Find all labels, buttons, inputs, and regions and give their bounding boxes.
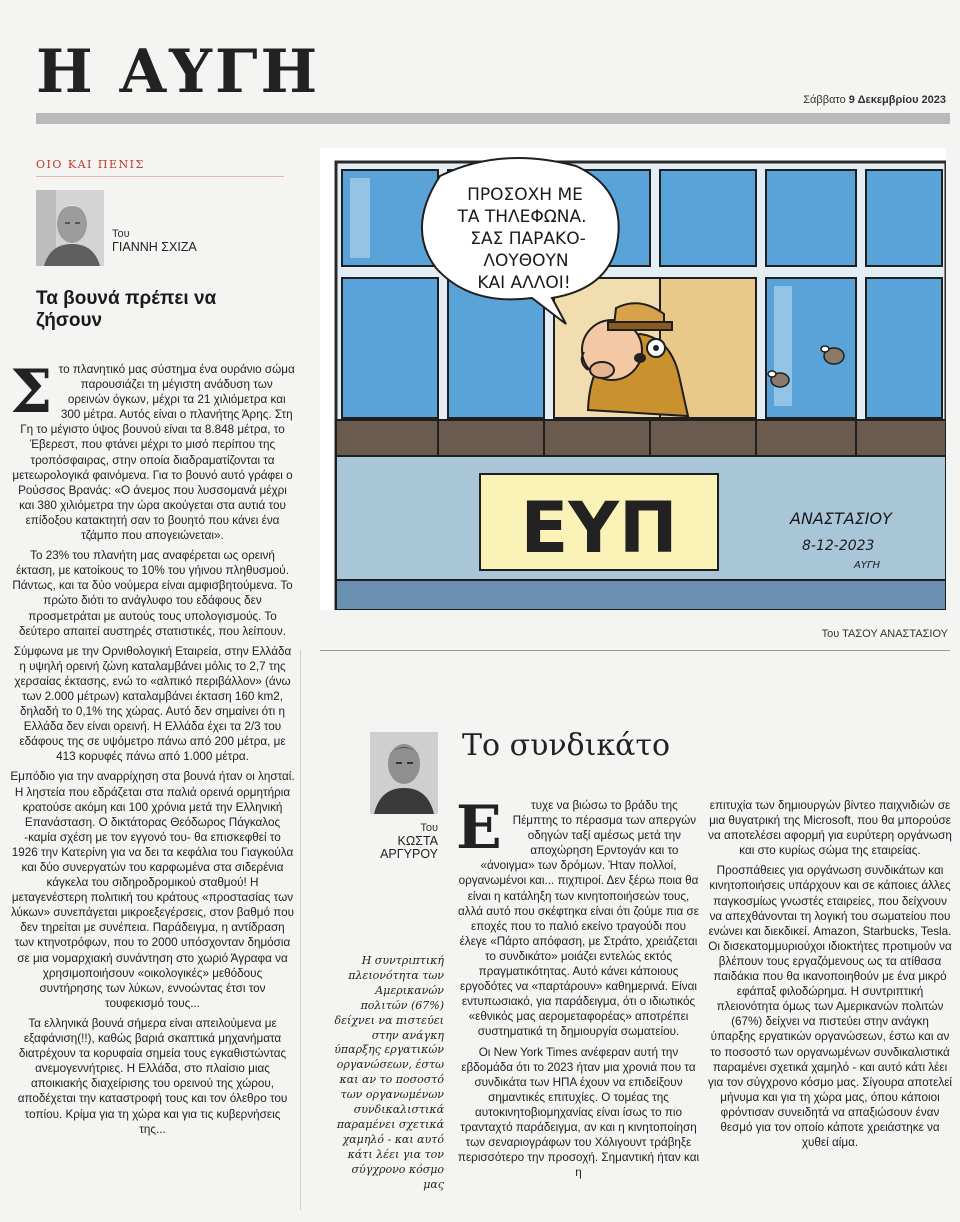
speech-line: ΤΑ ΤΗΛΕΦΩΝΑ. <box>457 207 587 227</box>
cartoonist-signature: ΑΝΑΣΤΑΣΙΟΥ <box>790 509 892 528</box>
article-paragraph: Εμπόδιο για την αναρρίχηση στα βουνά ήταν οι λησταί. Η ληστεία που εδράζεται στα παλιά ορεινά ορμητήρια κρατούσε ακόμη και 100 χρόνια μετά την Ελληνική Επανάσταση. Ο δικτάτορας Θεόδωρος Πάγκαλος -καμία σχέση με τον εγγονό του- θα επισκεφθεί το 1926 την Κατερίνη για να δει τα κεφάλια του Γιαγκούλα και δύο συνεργατών του καρφωμένα στα σιδερένια κάγκελα του σιδηροδρομικού σταθμού! Η μεταγενέστερη πολιτική του κράτους «προστασίας των λύκων» συνεπάγεται μικροεξεγέρσεις, στον βαθμό που δεν τηρείται με συνέπεια. Παράδειγμα, η αντίδραση των κτηνοτρόφων, που το 2000 υπόσχονταν δημόσια σε μια νομαρχιακή συνάντηση στο χωριό Άγραφα να χρησιμοποιήσουν «οικολογικές» μεθόδους συντήρησης των λύκων, εννοώντας έτσι τον τουφεκισμό τους... <box>10 770 295 1010</box>
credit-name: ΤΑΣΟΥ ΑΝΑΣΤΑΣΙΟΥ <box>842 628 948 640</box>
credit-prefix: Του <box>821 628 840 640</box>
portrait-illustration <box>370 732 438 814</box>
speech-line: ΠΡΟΣΟΧΗ ΜΕ <box>467 185 583 205</box>
article-paragraph: επιτυχία των δημιουργών βίντεο παιχνιδιών σε μια θυγατρική της Microsoft, που θα μπορούσε να αποτελέσει αφορμή για ευρύτερη οργάνωση και στο κυρίως σώμα της εταιρείας. <box>708 799 952 858</box>
article-paragraph: Προσπάθειες για οργάνωση συνδικάτων και κινητοποιήσεις υπάρχουν και σε κάποιες άλλες παγκοσμίως γνωστές εταιρείες, που δείχνουν να απεχθάνονται τη λογική του σωματείου που ενώνει και διεκδικεί. Amazon, Starbucks, Tesla. Οι δισεκατομμυριούχοι ιδιοκτήτες προτιμούν να βλέπουν τους εργαζόμενους ως τα ατίθασα παιδάκια που θα ικανοποιηθούν με ένα μικρό εφάπαξ φιλοδώρημα. Η συντριπτική πλειονότητα όμως των Αμερικανών πολιτών (67%) δείχνει να πιστεύει στην ανάγκη ύπαρξης εργατικών οργανώσεων, έστω και αν το ποσοστό των οργανωμένων συνδικαλιστικά παραμένει σχετικά χαμηλό - και αυτό κάτι λέει για τον σύγχρονο κόσμο μας. Σίγουρα αποτελεί μήνυμα και για τη χώρα μας, όπου κάποιοι φρόντισαν συνειδητά να απαξιώσουν έναν θεσμό για τον οποίο κάποτε χρειάστηκε να χυθεί αίμα. <box>708 864 952 1150</box>
article-body-right-col1 <box>456 793 701 1185</box>
author-photo-schiza <box>36 190 104 266</box>
drop-cap: Σ <box>10 357 53 427</box>
speech-line: ΣΑΣ ΠΑΡΑΚΟ- <box>470 229 586 249</box>
article-headline: Τα βουνά πρέπει να ζήσουν <box>36 288 217 331</box>
article-body-right-col2 <box>708 798 952 1155</box>
byline-prefix: Του <box>420 822 438 834</box>
byline-prefix: Του <box>112 228 130 240</box>
byline-argyrou <box>378 822 438 861</box>
cartoon-mark: ΑΥΓΗ <box>854 560 881 571</box>
cartoon-credit <box>822 628 948 640</box>
portrait-illustration <box>36 190 104 266</box>
cartoon-drawing <box>320 148 946 610</box>
cartoon-sign-text: ΕΥΠ <box>520 487 678 569</box>
speech-line: ΚΑΙ ΑΛΛΟΙ! <box>477 273 571 293</box>
editorial-cartoon <box>320 148 946 610</box>
article-paragraph: Σύμφωνα με την Ορνιθολογική Εταιρεία, στην Ελλάδα η υψηλή ορεινή ζώνη καταλαμβάνει μόλις το 2,7 της χερσαίας έκτασης, ενώ το «αλπικό περιβάλλον» (άνω των 2.000 μέτρων) καταλαμβάνει έκταση 160 km2, δηλαδή το 0,1% της χώρας. Αυτό δεν σημαίνει ότι η Ελλάδα δεν είναι ορεινή. Η Ελλάδα έχει τα 2/3 του εδάφους της σε υψόμετρο πάνω από 200 μέτρα, με 413 κορυφές πάνω από 1.000 μέτρα. <box>13 644 292 764</box>
speech-line: ΛΟΥΘΟΥΝ <box>483 251 569 271</box>
article-body-left <box>10 357 295 1142</box>
author-photo-argyrou <box>370 732 438 814</box>
pull-quote: Η συντριπτική πλειονότητα των Αμερικανών πολιτών (67%) δείχνει να πιστεύει στην ανάγκη ύπαρξης εργατικών οργανώσεων, έστω και αν το ποσοστό των οργανωμένων συνδικαλιστικά παραμένει σχετικά χαμηλό - και αυτό κάτι λέει για τον σύγχρονο κόσμο μας <box>334 954 444 1191</box>
column-rubric: ΟΙΟ ΚΑΙ ΠΕΝΙΣ <box>36 158 145 171</box>
author-name: ΚΩΣΤΑ ΑΡΓΥΡΟΥ <box>380 834 438 861</box>
newspaper-masthead: Η ΑΥΓΗ <box>36 37 321 107</box>
article-paragraph: Οι New York Times ανέφεραν αυτή την εβδομάδα ότι το 2023 ήταν μια χρονιά που τα συνδικάτα των ΗΠΑ έχουν να επιδείξουν σημαντικές επιτυχίες. Ο τομέας της αυτοκινητοβιομηχανίας είναι ίσως το πιο τρανταχτό παράδειγμα, αν και η κινητοποίηση των σεναριογράφων του Χόλιγουντ τράβηξε περισσότερο την προσοχή. Σημαντική ήταν και η <box>457 1045 700 1180</box>
dateline-day: Σάββατο <box>803 94 846 106</box>
byline-schiza <box>112 228 197 254</box>
section-divider <box>320 650 950 651</box>
article-headline: Το συνδικάτο <box>462 728 671 763</box>
cartoon-date: 8-12-2023 <box>802 538 875 554</box>
author-name: ΓΙΑΝΝΗ ΣΧΙΖΑ <box>112 240 197 254</box>
article-paragraph: Τα ελληνικά βουνά σήμερα είναι απειλούμενα με εξαφάνιση(!!), καθώς βαριά σκαπτικά μηχανήματα διατρέχουν τα κορυφαία σημεία τους εγκαθιστώντας ανεμογεννήτριες. Η Ελλάδα, στο πλαίσιο μιας αποικιακής διαχείρισης του ορεινού της χώρου, αποδέχεται την καταστροφή τους και τον όλεθρο του τοπίου. Κρίμα για τη χώρα και για τις κυβερνήσεις της... <box>17 1016 288 1136</box>
article-paragraph: Ε τυχε να βιώσω το βράδυ της Πέμπτης το πέρασμα των απεργών οδηγών ταξί αμέσως μετά την αποχώρηση Ερντογάν και το «άνοιγμα» των δρόμων. Ήταν πολλοί, οργανωμένοι και... πιχπιροί. Δεν ξέρω ποια θα είναι η κατάληξη των κινητοποιήσεών τους, αλλά αυτό που σκέφτηκα είναι ότι ζούμε πια σε εποχές που το παλιό εκείνο τραγούδι που έλεγε «Πάρτο απόφαση, με Στράτο, χρειάζεται το συνδικάτο» μοιάζει εντελώς εκτός πραγματικότητας. Αυτό κάνει κάποιους εργοδότες να «παρτάρουν» καθημερινά. Είναι εντυπωσιακό, για παράδειγμα, ότι ο ιδιωτικός «εθνικός μας αερομεταφορέας» αποτρέπει συστηματικά τη δημιουργία σωματείου. <box>456 793 699 1039</box>
rubric-divider <box>36 176 284 177</box>
dateline-date: 9 Δεκεμβρίου 2023 <box>848 94 946 106</box>
drop-cap: Ε <box>456 793 502 863</box>
column-divider <box>300 650 301 1210</box>
article-paragraph: Στο πλανητικό μας σύστημα ένα ουράνιο σώμα παρουσιάζει τη μέγιστη ανάδυση των ορεινών όγκων, μέχρι τα 21 χιλιόμετρα και 300 μέτρα. Αυτός είναι ο πλανήτης Άρης. Στη Γη το μέγιστο ύψος βουνού είναι τα 8.848 μέτρα, το Έβερεστ, που φτάνει μέχρι το μισό περίπου της τροπόσφαιρας, στην οποία διαδραματίζονται τα μετεωρολογικά φαινόμενα. Για το βουνό αυτό γράφει ο Ρούσσος Βρανάς: «Ο άνεμος που λυσσομανά μέχρι και 380 χιλιόμετρα την ώρα ακούγεται στα αυτιά του επίδοξου κατακτητή σαν το βουητό που κάνει ένα τζάμπο που απογειώνεται». <box>10 357 295 543</box>
dateline <box>803 94 946 106</box>
masthead-rule <box>36 113 950 124</box>
article-paragraph: Το 23% του πλανήτη μας αναφέρεται ως ορεινή έκταση, με κατοίκους το 10% του γήινου πληθυσμού. Πάντως, και τα δύο νούμερα είναι αμφισβητούμενα. Το πρώτο διότι το ανάγλυφο του εδάφους δεν προσμετράται με αυτούς τους υπολογισμούς. Το δεύτερο απαιτεί αυστηρές στατιστικές, που λείπουν. <box>12 549 293 638</box>
